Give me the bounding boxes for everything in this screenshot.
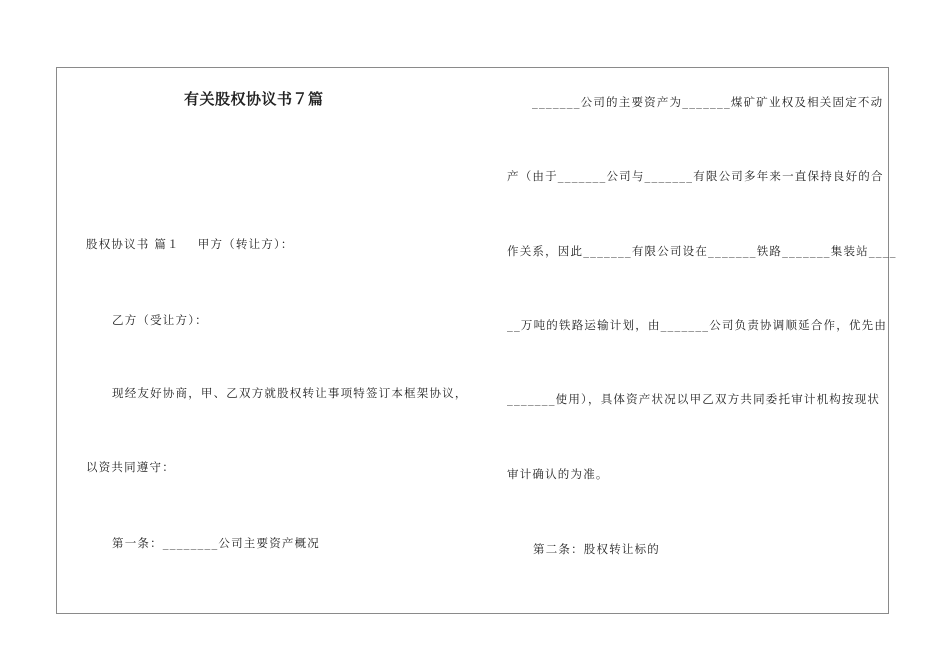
right-paragraph-line-1: _______公司的主要资产为_______煤矿矿业权及相关固定不动 xyxy=(532,95,884,109)
article-2-heading: 第二条：股权转让标的 xyxy=(533,542,660,556)
right-paragraph-line-3: 作关系，因此_______有限公司设在_______铁路_______集装站____ xyxy=(507,244,897,258)
left-paragraph-line-2: 以资共同遵守： xyxy=(86,460,175,474)
article-1-heading: 第一条：________公司主要资产概况 xyxy=(112,536,320,550)
left-line-1 xyxy=(86,237,294,251)
right-paragraph-line-4: __万吨的铁路运输计划，由_______公司负责协调顺延合作，优先由 xyxy=(507,318,888,332)
party-b-label: 乙方（受让方）： xyxy=(112,313,208,327)
page-frame xyxy=(56,67,889,614)
document-title: 有关股权协议书７篇 xyxy=(184,90,324,108)
right-paragraph-line-5: _______使用），具体资产状况以甲乙双方共同委托审计机构按现状 xyxy=(507,392,881,406)
party-a-label: 甲方（转让方）： xyxy=(197,237,294,251)
right-paragraph-line-2: 产（由于_______公司与_______有限公司多年来一直保持良好的合 xyxy=(507,169,884,183)
left-paragraph-line-1: 现经友好协商，甲、乙双方就股权转让事项特签订本框架协议， xyxy=(112,386,468,400)
right-paragraph-line-6: 审计确认的为准。 xyxy=(507,467,609,481)
section-heading: 股权协议书 篇１ xyxy=(86,237,180,251)
